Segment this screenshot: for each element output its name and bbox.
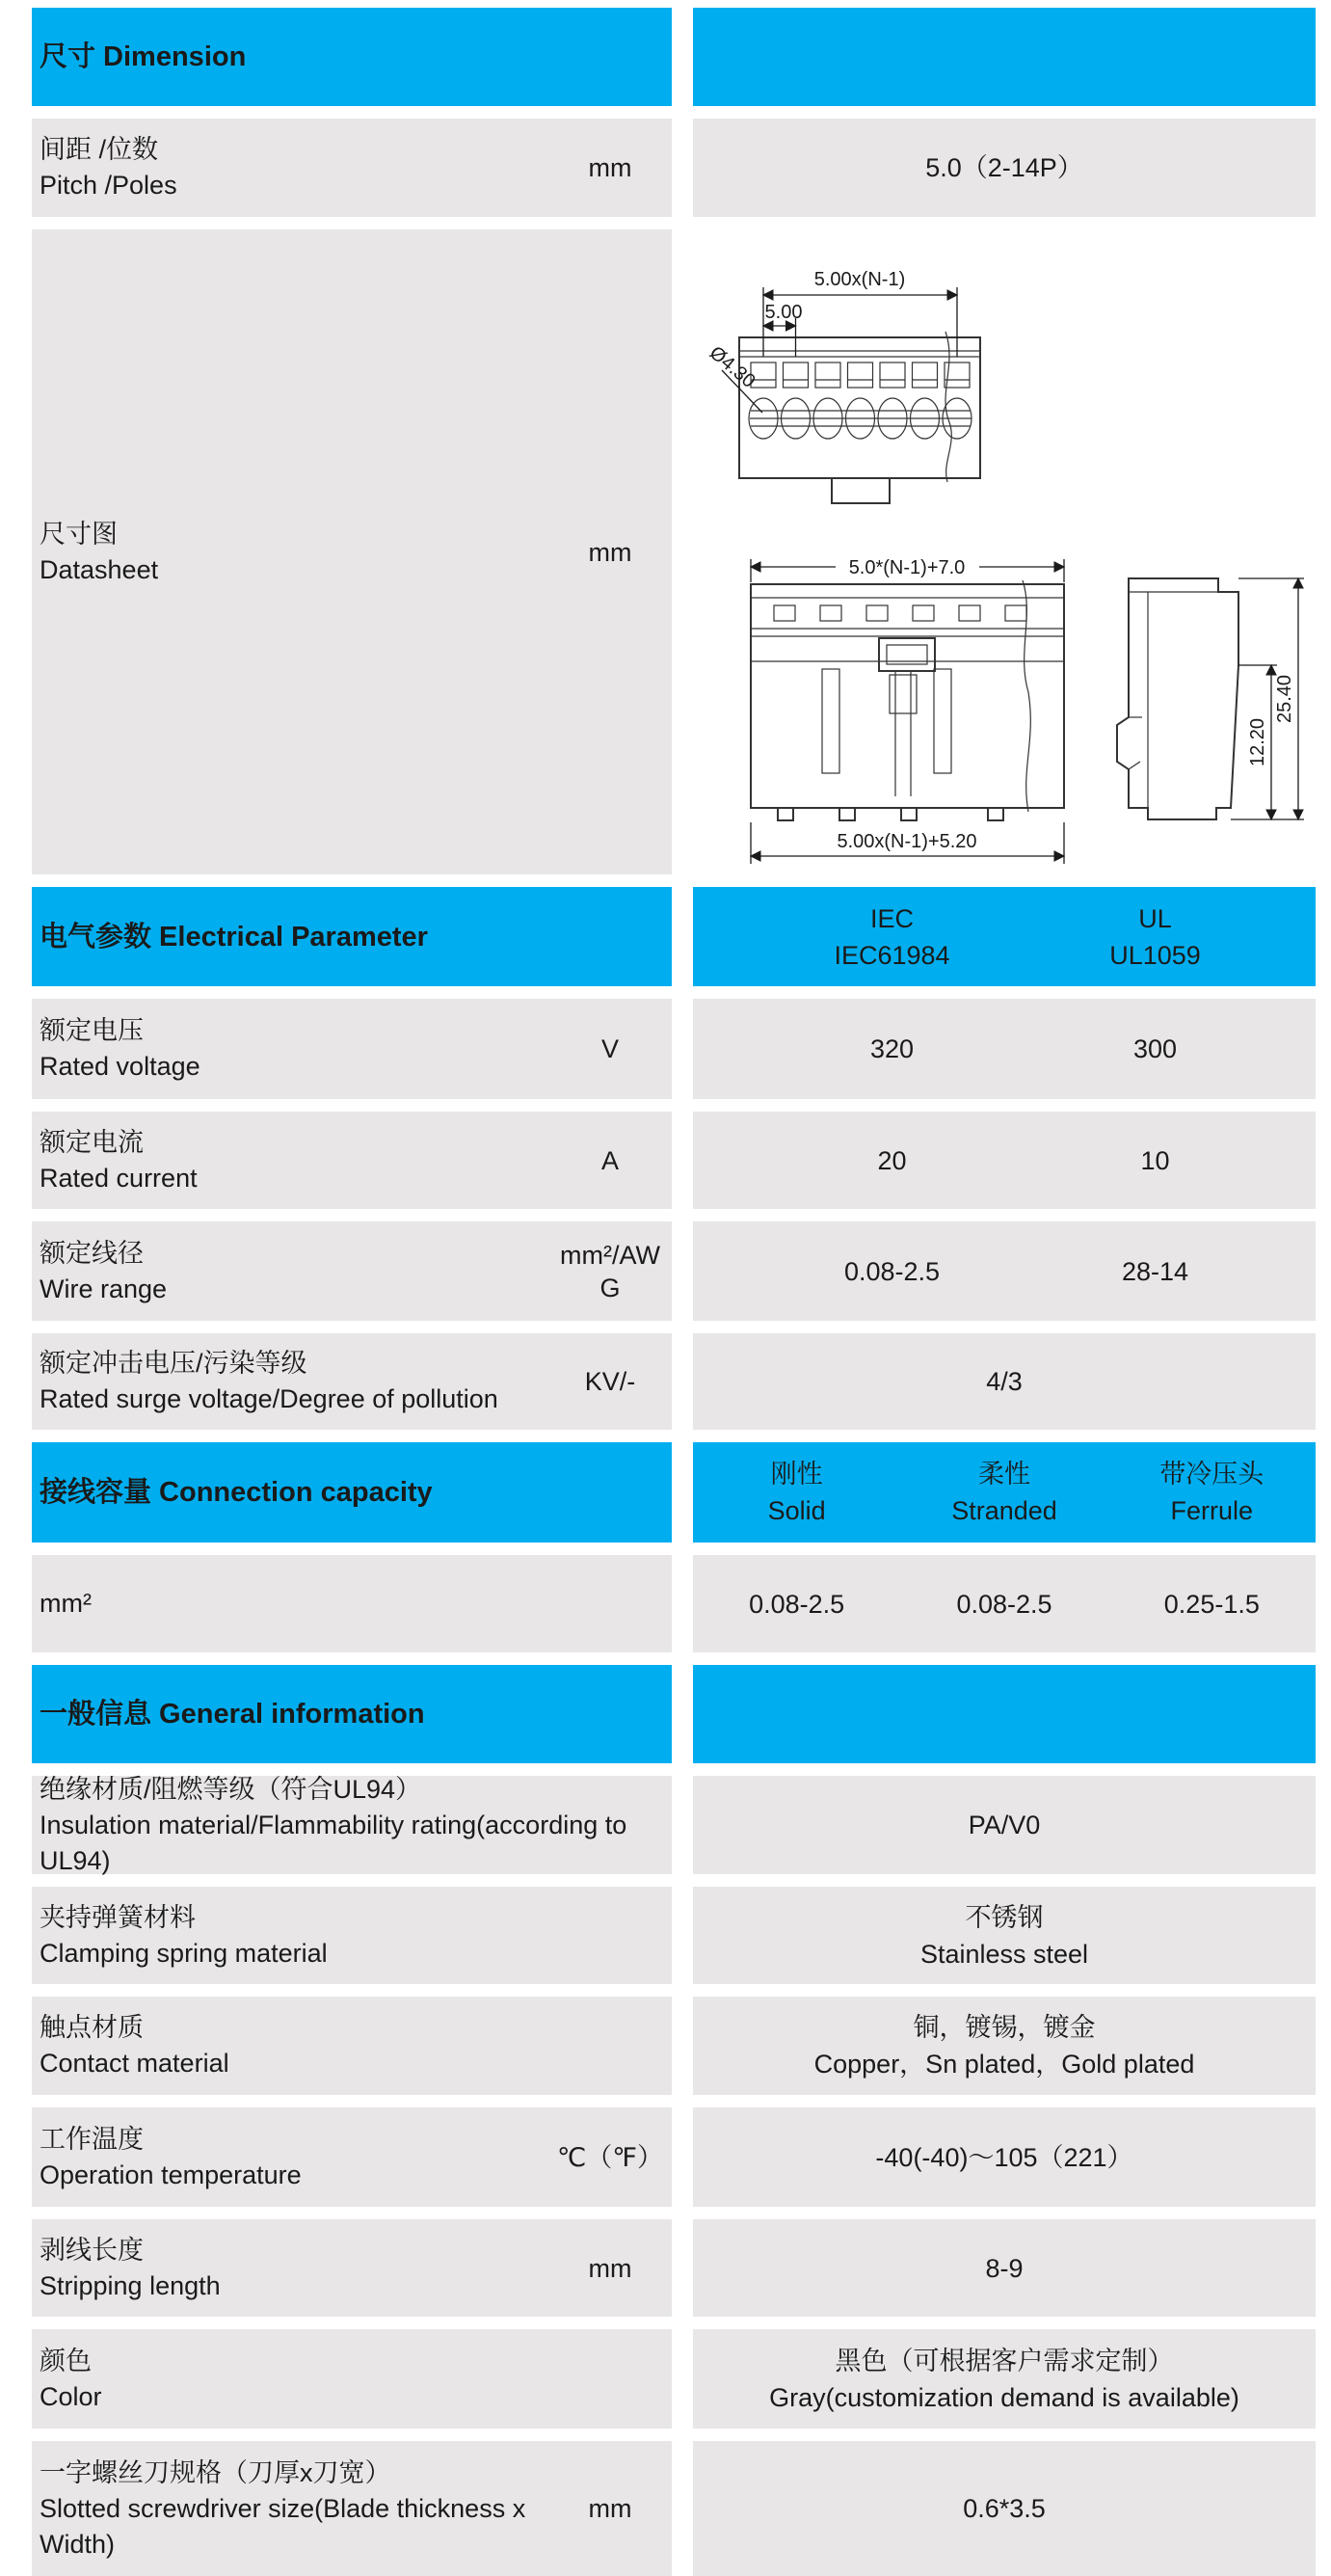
value-en: Stainless steel bbox=[919, 1939, 1089, 1969]
label-cell bbox=[32, 1333, 672, 1430]
table-row-surge bbox=[32, 1333, 1316, 1430]
row-label bbox=[40, 1900, 664, 1972]
label-cell bbox=[32, 119, 672, 217]
row-label bbox=[40, 1013, 556, 1085]
table-row-capacity bbox=[32, 1555, 1316, 1652]
row-label bbox=[40, 517, 556, 588]
dim-hole-diameter: Ø4.30 bbox=[705, 341, 759, 392]
table-row-insulation bbox=[32, 1776, 1316, 1874]
section-title: 一般信息 General information bbox=[40, 1699, 425, 1730]
table-row-voltage bbox=[32, 999, 1316, 1099]
label-cell bbox=[32, 2219, 672, 2317]
std-ref: UL1059 bbox=[1109, 940, 1201, 970]
label-cn: 触点材质 bbox=[40, 2013, 144, 2042]
row-label bbox=[40, 2010, 664, 2081]
header-label-cell bbox=[32, 8, 672, 106]
unit-label: KV/- bbox=[584, 1367, 636, 1396]
label-cell bbox=[32, 1221, 672, 1321]
unit-label: mm bbox=[588, 2253, 632, 2283]
voltage-ul: 300 bbox=[1132, 1034, 1178, 1063]
label-cell bbox=[32, 2329, 672, 2428]
column-header-ferrule bbox=[1108, 1456, 1316, 1529]
value-en: Gray(customization demand is available) bbox=[769, 2382, 1239, 2412]
label-en: Clamping spring material bbox=[40, 1938, 328, 1968]
value-cell bbox=[693, 2329, 1316, 2428]
contact-value bbox=[814, 2009, 1195, 2082]
section-header-dimension bbox=[32, 8, 1316, 106]
value-cell bbox=[693, 2107, 1316, 2207]
header-value-cell bbox=[693, 1665, 1316, 1763]
dim-width-total: 5.0*(N-1)+7.0 bbox=[848, 557, 966, 578]
voltage-iec: 320 bbox=[869, 1034, 915, 1063]
label-en: Rated current bbox=[40, 1163, 198, 1193]
value-cell bbox=[693, 1997, 1316, 2095]
clamping-value bbox=[920, 1899, 1088, 1972]
unit-label: mm²/AWG bbox=[560, 1240, 660, 1302]
value-cell bbox=[693, 1112, 1316, 1209]
value-cell bbox=[693, 1333, 1316, 1430]
unit-label: mm bbox=[588, 2494, 632, 2523]
header-value-cell bbox=[693, 1442, 1316, 1543]
dim-height-lower: 12.20 bbox=[1247, 717, 1268, 767]
row-label bbox=[40, 1236, 556, 1307]
side-view bbox=[1117, 578, 1304, 819]
row-label bbox=[40, 132, 556, 203]
front-view-top bbox=[705, 269, 980, 503]
wire-ul: 28-14 bbox=[1121, 1256, 1189, 1286]
column-header-solid bbox=[693, 1456, 900, 1529]
label-en: Operation temperature bbox=[40, 2160, 302, 2189]
value-cell bbox=[693, 119, 1316, 217]
header-label-cell bbox=[32, 887, 672, 986]
label-cn: 工作温度 bbox=[40, 2124, 144, 2154]
front-view-bottom bbox=[751, 557, 1064, 864]
std-name: IEC bbox=[869, 903, 914, 933]
table-row-clamping bbox=[32, 1887, 1316, 1984]
label-en: Contact material bbox=[40, 2049, 229, 2078]
value-en: Copper，Sn plated，Gold plated bbox=[813, 2050, 1195, 2079]
row-label bbox=[40, 1125, 556, 1196]
column-header-stranded bbox=[900, 1456, 1107, 1529]
label-cn: 一字螺丝刀规格（刀厚x刀宽） bbox=[40, 2457, 391, 2487]
column-header-ul bbox=[1024, 900, 1287, 974]
col-cn: 柔性 bbox=[977, 1460, 1030, 1489]
table-row-datasheet bbox=[32, 229, 1316, 874]
insulation-value: PA/V0 bbox=[968, 1811, 1041, 1839]
header-label-cell bbox=[32, 1442, 672, 1543]
label-cn: 剥线长度 bbox=[40, 2235, 144, 2265]
current-iec: 20 bbox=[877, 1145, 907, 1175]
label-unit: mm² bbox=[40, 1589, 92, 1618]
value-cell bbox=[693, 1887, 1316, 1984]
section-header-connection bbox=[32, 1442, 1316, 1543]
label-en: Slotted screwdriver size(Blade thickness x Width) bbox=[40, 2493, 526, 2559]
row-label bbox=[40, 2344, 664, 2415]
value-cn: 铜，镀锡，镀金 bbox=[913, 2013, 1096, 2042]
unit-label: mm bbox=[588, 153, 632, 182]
label-cn: 额定冲击电压/污染等级 bbox=[40, 1349, 307, 1378]
label-cell bbox=[32, 2441, 672, 2576]
table-row-contact bbox=[32, 1997, 1316, 2095]
label-cell bbox=[32, 1776, 672, 1874]
row-label bbox=[40, 1586, 664, 1622]
label-cell bbox=[32, 999, 672, 1099]
table-row-pitch bbox=[32, 119, 1316, 217]
value-cn: 不锈钢 bbox=[965, 1902, 1044, 1932]
header-value-cell bbox=[693, 8, 1316, 106]
capacity-stranded: 0.08-2.5 bbox=[956, 1589, 1052, 1619]
value-cell bbox=[693, 1555, 1316, 1652]
unit-label: ℃（℉） bbox=[556, 2142, 664, 2172]
col-cn: 刚性 bbox=[770, 1460, 823, 1489]
table-row-wire-range bbox=[32, 1221, 1316, 1321]
unit-label: V bbox=[600, 1034, 619, 1063]
section-title: 电气参数 Electrical Parameter bbox=[40, 921, 428, 953]
label-en: Wire range bbox=[40, 1274, 168, 1303]
label-cell bbox=[32, 1997, 672, 2095]
table-row-current bbox=[32, 1112, 1316, 1209]
table-row-screwdriver bbox=[32, 2441, 1316, 2576]
dim-pitch: 5.00 bbox=[764, 302, 803, 323]
row-label bbox=[40, 2122, 556, 2193]
dim-pitch-total: 5.00x(N-1) bbox=[813, 269, 906, 290]
section-header-general bbox=[32, 1665, 1316, 1763]
label-en: Datasheet bbox=[40, 554, 159, 584]
capacity-solid: 0.08-2.5 bbox=[749, 1589, 845, 1619]
capacity-ferrule: 0.25-1.5 bbox=[1163, 1589, 1260, 1619]
color-value bbox=[769, 2343, 1239, 2416]
header-label-cell bbox=[32, 1665, 672, 1763]
col-cn: 带冷压头 bbox=[1159, 1460, 1264, 1489]
row-label bbox=[40, 1772, 664, 1879]
label-cn: 额定电压 bbox=[40, 1016, 144, 1045]
stripping-value: 8-9 bbox=[985, 2253, 1024, 2283]
label-en: Stripping length bbox=[40, 2270, 221, 2300]
table-row-temperature bbox=[32, 2107, 1316, 2207]
label-en: Insulation material/Flammability rating(according to UL94) bbox=[40, 1810, 627, 1875]
surge-value: 4/3 bbox=[986, 1367, 1023, 1396]
screwdriver-value: 0.6*3.5 bbox=[963, 2494, 1046, 2523]
col-en: Ferrule bbox=[1170, 1496, 1254, 1525]
table-row-stripping bbox=[32, 2219, 1316, 2317]
label-en: Pitch /Poles bbox=[40, 171, 177, 200]
label-cn: 颜色 bbox=[40, 2346, 92, 2375]
label-cn: 间距 /位数 bbox=[40, 135, 159, 164]
std-name: UL bbox=[1138, 903, 1172, 933]
temperature-value: -40(-40)～105（221） bbox=[875, 2142, 1133, 2172]
label-cn: 额定线径 bbox=[40, 1238, 144, 1268]
drawing-cell bbox=[693, 229, 1316, 874]
label-cn: 绝缘材质/阻燃等级（符合UL94） bbox=[40, 1774, 422, 1804]
label-cell bbox=[32, 1887, 672, 1984]
label-en: Rated surge voltage/Degree of pollution bbox=[40, 1384, 498, 1413]
value-cell bbox=[693, 1776, 1316, 1874]
label-en: Color bbox=[40, 2381, 102, 2411]
value-cell bbox=[693, 2441, 1316, 2576]
std-ref: IEC61984 bbox=[834, 940, 950, 970]
row-label bbox=[40, 2455, 556, 2563]
label-cell bbox=[32, 229, 672, 874]
label-cell bbox=[32, 1555, 672, 1652]
header-value-cell bbox=[693, 887, 1316, 986]
table-row-color bbox=[32, 2329, 1316, 2428]
row-label bbox=[40, 1346, 556, 1417]
label-cell bbox=[32, 1112, 672, 1209]
section-title: 尺寸 Dimension bbox=[40, 41, 247, 72]
label-cn: 尺寸图 bbox=[40, 519, 118, 549]
col-en: Stranded bbox=[951, 1496, 1057, 1525]
value-cn: 黑色（可根据客户需求定制） bbox=[835, 2346, 1174, 2375]
label-en: Rated voltage bbox=[40, 1052, 200, 1081]
value-cell bbox=[693, 999, 1316, 1099]
wire-iec: 0.08-2.5 bbox=[843, 1256, 941, 1286]
unit-label: mm bbox=[588, 537, 632, 567]
row-label bbox=[40, 2233, 556, 2304]
current-ul: 10 bbox=[1140, 1145, 1170, 1175]
label-cn: 额定电流 bbox=[40, 1127, 144, 1157]
value-cell bbox=[693, 2219, 1316, 2317]
value-cell bbox=[693, 1221, 1316, 1321]
section-title: 接线容量 Connection capacity bbox=[40, 1477, 433, 1508]
column-header-iec bbox=[760, 900, 1024, 974]
col-en: Solid bbox=[767, 1496, 826, 1525]
label-cell bbox=[32, 2107, 672, 2207]
technical-drawing bbox=[693, 229, 1316, 874]
label-cn: 夹持弹簧材料 bbox=[40, 1902, 196, 1932]
section-header-electrical bbox=[32, 887, 1316, 986]
dim-width-bottom: 5.00x(N-1)+5.20 bbox=[837, 831, 977, 852]
dim-height-total: 25.40 bbox=[1274, 674, 1295, 724]
unit-label: A bbox=[600, 1145, 619, 1175]
pitch-value: 5.0（2-14P） bbox=[925, 153, 1083, 182]
